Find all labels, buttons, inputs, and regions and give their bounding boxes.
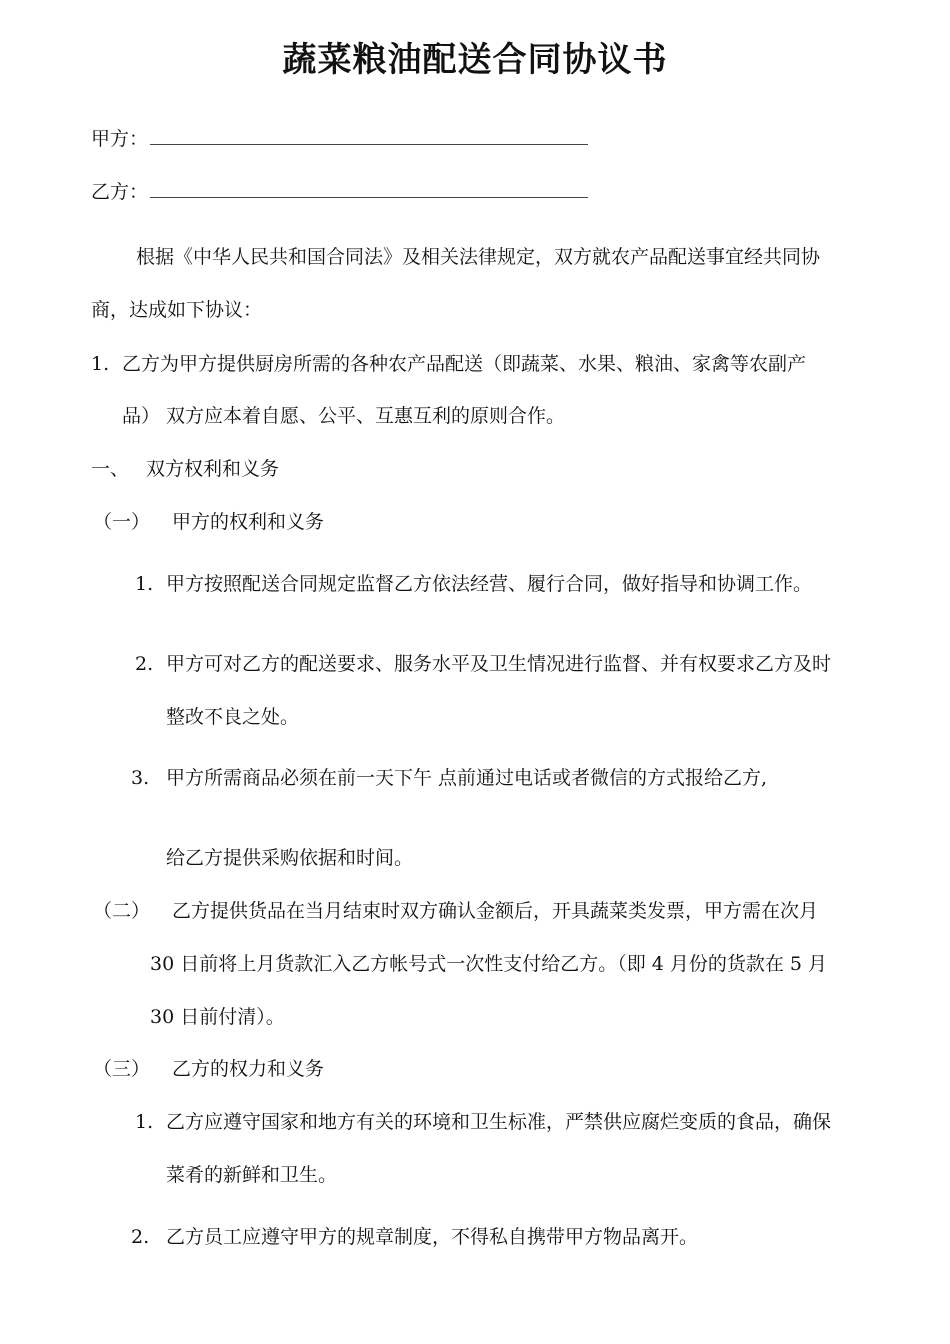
subsection-1-number: （一） (93, 511, 151, 533)
subsection-2-number: （二） (93, 900, 151, 922)
party-a-blank (150, 130, 588, 145)
party-b-line (91, 180, 588, 204)
sub1-item-3-number: 3. (131, 767, 150, 789)
document-title: 蔬菜粮油配送合同协议书 (282, 40, 668, 80)
subsection-3-number: （三） (93, 1058, 151, 1080)
subsection-2-text-line-2: 30 日前将上月货款汇入乙方帐号式一次性支付给乙方。（即 4 月份的货款在 5 月 (150, 953, 828, 975)
party-b-blank (150, 183, 588, 198)
sub1-item-1-text: 甲方按照配送合同规定监督乙方依法经营、履行合同，做好指导和协调工作。 (166, 573, 813, 595)
sub3-item-2-text: 乙方员工应遵守甲方的规章制度，不得私自携带甲方物品离开。 (166, 1226, 699, 1248)
sub3-item-1-number: 1. (135, 1111, 154, 1133)
section-1-number: 一、 (91, 458, 130, 480)
sub1-item-3-text-line-2: 给乙方提供采购依据和时间。 (166, 847, 414, 869)
intro-paragraph-line-1: 根据《中华人民共和国合同法》及相关法律规定，双方就农产品配送事宜经共同协 (136, 246, 821, 268)
sub3-item-1-text-line-2: 菜肴的新鲜和卫生。 (166, 1164, 338, 1186)
intro-paragraph-line-2: 商，达成如下协议： (91, 299, 263, 321)
subsection-1-heading: 甲方的权利和义务 (172, 511, 325, 533)
section-1-heading: 双方权利和义务 (146, 458, 280, 480)
sub3-item-2-number: 2. (131, 1226, 150, 1248)
item-1-text-line-2: 品） 双方应本着自愿、公平、互惠互利的原则合作。 (122, 405, 566, 427)
subsection-3-heading: 乙方的权力和义务 (172, 1058, 325, 1080)
sub1-item-3-text-line-1: 甲方所需商品必须在前一天下午 点前通过电话或者微信的方式报给乙方, (166, 767, 768, 789)
sub1-item-2-text-line-1: 甲方可对乙方的配送要求、服务水平及卫生情况进行监督、并有权要求乙方及时 (166, 653, 832, 675)
sub1-item-2-number: 2. (135, 653, 154, 675)
item-1-number: 1. (91, 353, 110, 375)
party-b-label: 乙方： (91, 181, 149, 203)
sub3-item-1-text-line-1: 乙方应遵守国家和地方有关的环境和卫生标准，严禁供应腐烂变质的食品，确保 (166, 1111, 832, 1133)
party-a-label: 甲方： (91, 128, 149, 150)
sub1-item-2-text-line-2: 整改不良之处。 (166, 706, 300, 728)
item-1-text-line-1: 乙方为甲方提供厨房所需的各种农产品配送（即蔬菜、水果、粮油、家禽等农副产 (122, 353, 807, 375)
party-a-line (91, 127, 588, 151)
subsection-2-text-line-3: 30 日前付清）。 (150, 1006, 285, 1028)
subsection-2-text-line-1: 乙方提供货品在当月结束时双方确认金额后，开具蔬菜类发票，甲方需在次月 (172, 900, 819, 922)
sub1-item-1-number: 1. (135, 573, 154, 595)
